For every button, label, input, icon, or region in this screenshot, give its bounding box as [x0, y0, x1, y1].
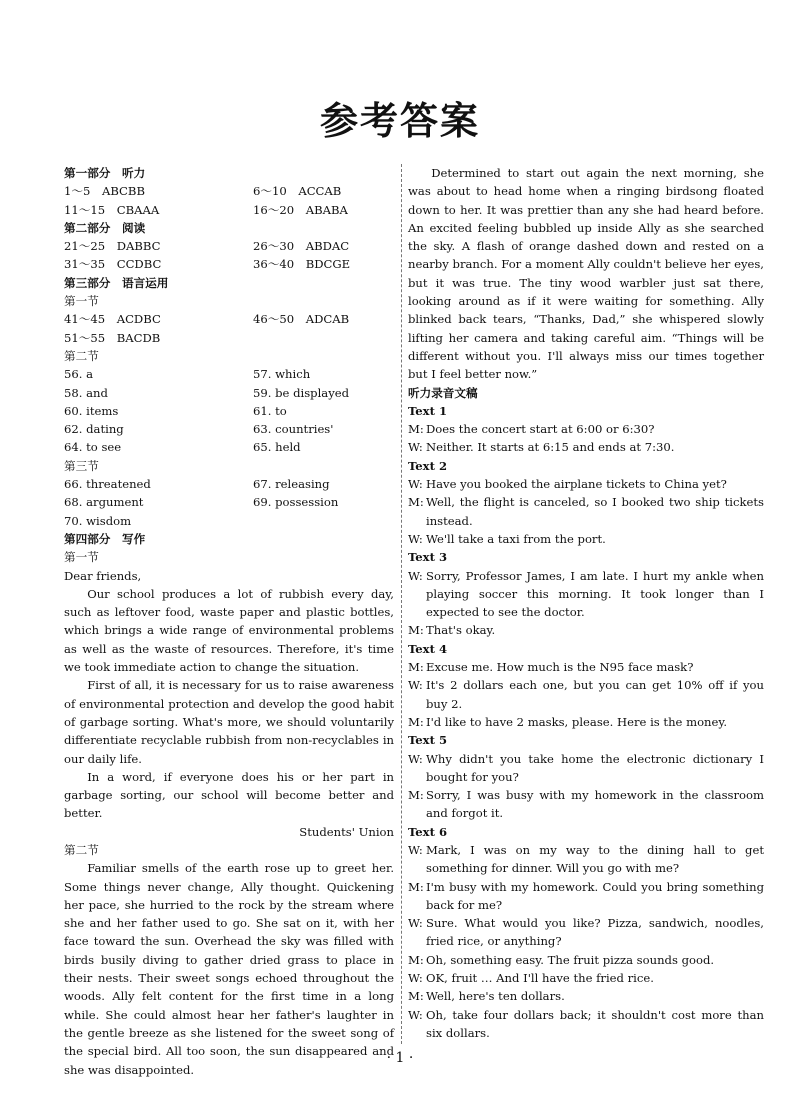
dialogue-text: Sure. What would you like? Pizza, sandwich, noodles, fried rice, or anything?	[426, 916, 764, 949]
left-column	[64, 164, 394, 1079]
answer-item: 60. items	[64, 403, 119, 418]
dialogue-text: I'd like to have 2 masks, please. Here is the money.	[426, 714, 728, 729]
answer-item: 69. possession	[253, 495, 339, 510]
answer-grid	[64, 182, 394, 219]
dialogue-text: Have you booked the airplane tickets to China yet?	[426, 477, 727, 492]
answer-row	[64, 512, 394, 530]
dialogue-line	[408, 878, 764, 915]
answer-row	[64, 475, 394, 493]
subsection-label: 第二节	[64, 348, 99, 363]
page-number: · 1 ·	[386, 1050, 414, 1066]
dialogue-line	[408, 676, 764, 713]
answer-item: 46～50 ADCAB	[253, 312, 350, 327]
page-title: 参考答案	[319, 99, 480, 143]
dialogue-text: It's 2 dollars each one, but you can get 10% off if you buy 2.	[426, 678, 764, 711]
answer-item: 63. countries'	[253, 422, 334, 437]
dialogue-line	[408, 658, 764, 676]
answer-row	[64, 365, 394, 383]
dialogue-line	[408, 567, 764, 622]
dialogue-text: Mark, I was on my way to the dining hall to get something for dinner. Will you go with me?	[426, 842, 764, 876]
speaker-label: W:	[408, 440, 423, 455]
answer-item: 56. a	[64, 367, 94, 382]
answer-item: 67. releasing	[253, 477, 330, 492]
speaker-label: M:	[408, 495, 424, 510]
speaker-label: M:	[408, 788, 424, 803]
dialogue-line	[408, 841, 764, 878]
dialogue-line	[408, 1006, 764, 1043]
dialogue-line	[408, 420, 764, 438]
speaker-label: M:	[408, 422, 424, 437]
answer-item: 59. be displayed	[253, 385, 350, 400]
dialogue-line	[408, 438, 764, 456]
speaker-label: W:	[408, 678, 423, 693]
dialogue-text: Does the concert start at 6:00 or 6:30?	[426, 422, 655, 437]
answer-grid	[64, 310, 394, 347]
transcript-label: Text 5	[408, 733, 448, 748]
dialogue-text: Oh, something easy. The fruit pizza sounds good.	[426, 952, 715, 967]
answer-row	[64, 182, 394, 200]
answer-item: 1～5 ABCBB	[64, 184, 145, 199]
dialogue-text: Why didn't you take home the electronic dictionary I bought for you?	[426, 751, 764, 784]
dialogue-text: Sorry, Professor James, I am late. I hurt my ankle when playing soccer this morning. It took longer than I expected to see the doctor.	[426, 568, 764, 620]
answer-item: 6～10 ACCAB	[253, 184, 342, 199]
speaker-label: M:	[408, 989, 424, 1004]
section-heading: 第一部分 听力	[64, 166, 146, 180]
answer-row	[64, 201, 394, 219]
answer-row	[64, 438, 394, 456]
answer-item: 70. wisdom	[64, 513, 132, 528]
column-divider	[401, 164, 402, 1044]
dialogue-line	[408, 621, 764, 639]
answer-item: 58. and	[64, 385, 108, 400]
dialogue-text: Oh, take four dollars back; it shouldn't cost more than six dollars.	[426, 1007, 764, 1040]
answer-item: 68. argument	[64, 495, 144, 510]
dialogue-text: Excuse me. How much is the N95 face mask?	[426, 660, 694, 675]
answer-row	[64, 255, 394, 273]
answer-item: 65. held	[253, 440, 301, 455]
transcript-label: Text 4	[408, 641, 448, 656]
dialogue-line	[408, 530, 764, 548]
speaker-label: W:	[408, 842, 423, 857]
speaker-label: W:	[408, 1007, 423, 1022]
subsection-label: 第一节	[64, 294, 99, 309]
dialogue-text: We'll take a taxi from the port.	[426, 531, 606, 546]
answer-item: 16～20 ABABA	[253, 202, 348, 217]
speaker-label: W:	[408, 971, 423, 986]
dialogue-line	[408, 786, 764, 823]
dialogue-line	[408, 951, 764, 969]
answer-item: 11～15 CBAAA	[64, 202, 160, 217]
dialogue-text: OK, fruit … And I'll have the fried rice.	[426, 971, 654, 986]
speaker-label: M:	[408, 879, 424, 894]
answer-row	[64, 310, 394, 328]
dialogue-line	[408, 987, 764, 1005]
answer-row	[64, 402, 394, 420]
subsection-label: 第二节	[64, 842, 99, 857]
answer-item: 31～35 CCDBC	[64, 257, 162, 272]
section-heading: 第二部分 阅读	[64, 220, 146, 235]
dialogue-line	[408, 475, 764, 493]
answer-grid	[64, 475, 394, 530]
answer-item: 51～55 BACDB	[64, 330, 161, 345]
letter-greeting: Dear friends,	[64, 568, 142, 583]
answer-grid	[64, 237, 394, 274]
section-heading: 第三部分 语言运用	[64, 275, 169, 290]
right-column	[408, 164, 764, 1042]
transcript-label: Text 3	[408, 550, 448, 565]
subsection-label: 第三节	[64, 458, 99, 473]
speaker-label: M:	[408, 952, 424, 967]
dialogue-line	[408, 914, 764, 951]
section-heading: 第四部分 写作	[64, 531, 146, 546]
speaker-label: W:	[408, 916, 423, 931]
speaker-label: W:	[408, 531, 423, 546]
section-heading: 听力录音文稿	[408, 385, 478, 400]
transcript-list	[408, 402, 764, 1042]
dialogue-line	[408, 750, 764, 787]
letter-paragraph: In a word, if everyone does his or her part in garbage sorting, our school will become better and better.	[64, 769, 394, 821]
answer-item: 26～30 ABDAC	[253, 239, 350, 254]
dialogue-text: Well, the flight is canceled, so I booked two ship tickets instead.	[426, 495, 764, 528]
speaker-label: W:	[408, 568, 423, 583]
answer-item: 66. threatened	[64, 477, 151, 492]
dialogue-line	[408, 969, 764, 987]
speaker-label: M:	[408, 660, 424, 675]
dialogue-text: That's okay.	[426, 623, 496, 638]
dialogue-text: Well, here's ten dollars.	[426, 989, 565, 1004]
answer-row	[64, 329, 394, 347]
answer-row	[64, 237, 394, 255]
letter-paragraph: Our school produces a lot of rubbish every day, such as leftover food, waste paper and plastic bottles, which brings a wide range of environmental problems as well as the waste of resources. Therefore, it's time we took immediate action to change the situation.	[64, 586, 394, 675]
subsection-label: 第一节	[64, 550, 99, 565]
answer-item: 61. to	[253, 403, 287, 418]
answer-item: 36～40 BDCGE	[253, 257, 351, 272]
answer-grid	[64, 365, 394, 456]
speaker-label: W:	[408, 477, 423, 492]
answer-item: 64. to see	[64, 440, 122, 455]
transcript-label: Text 1	[408, 403, 448, 418]
transcript-label: Text 2	[408, 458, 448, 473]
dialogue-text: Neither. It starts at 6:15 and ends at 7:30.	[426, 440, 675, 455]
transcript-label: Text 6	[408, 824, 448, 839]
answer-row	[64, 493, 394, 511]
answer-item: 21～25 DABBC	[64, 239, 161, 254]
answer-item: 41～45 ACDBC	[64, 312, 161, 327]
letter-signature: Students' Union	[299, 824, 394, 839]
story-paragraph: Determined to start out again the next morning, she was about to head home when a ringing birdsong floated down to her. It was prettier than any she had heard before. An excited feeling bubbled up inside Ally as she searched the sky. A flash of orange dashed down and rested on a nearby branch. For a moment Ally couldn't believe her eyes, but it was true. The tiny wood warbler just sat there, looking around as if it were waiting for something. Ally blinked back tears, “Thanks, Dad,” she whispered slowly lifting her camera and taking careful aim. “Things will be different without you. I'll always miss our times together but I feel better now.”	[408, 166, 764, 382]
answer-item: 57. which	[253, 367, 311, 382]
speaker-label: W:	[408, 751, 423, 766]
dialogue-text: I'm busy with my homework. Could you bring something back for me?	[426, 879, 764, 912]
answer-row	[64, 384, 394, 402]
speaker-label: M:	[408, 623, 424, 638]
speaker-label: M:	[408, 714, 424, 729]
answer-item: 62. dating	[64, 422, 124, 437]
dialogue-line	[408, 493, 764, 530]
dialogue-text: Sorry, I was busy with my homework in the classroom and forgot it.	[426, 788, 764, 821]
answer-row	[64, 420, 394, 438]
letter-paragraph: First of all, it is necessary for us to raise awareness of environmental protection and develop the good habit of garbage sorting. What's more, we should voluntarily differentiate recyclable rubbish from non-recyclables in our daily life.	[64, 678, 394, 766]
dialogue-line	[408, 713, 764, 731]
story-paragraph: Familiar smells of the earth rose up to greet her. Some things never change, Ally thought. Quickening her pace, she hurried to the rock by the stream where she and her father used to go. She sat on it, with her face toward the sun. Overhead the sky was filled with birds busily diving to gather dried grass to place in their nests. Their sweet songs echoed throughout the woods. Ally felt content for the first time in a long while. She could almost hear her father's laughter in the gentle breeze as she listened for the sweet song of the special bird. All too soon, the sun disappeared and she was disappointed.	[64, 861, 394, 1077]
